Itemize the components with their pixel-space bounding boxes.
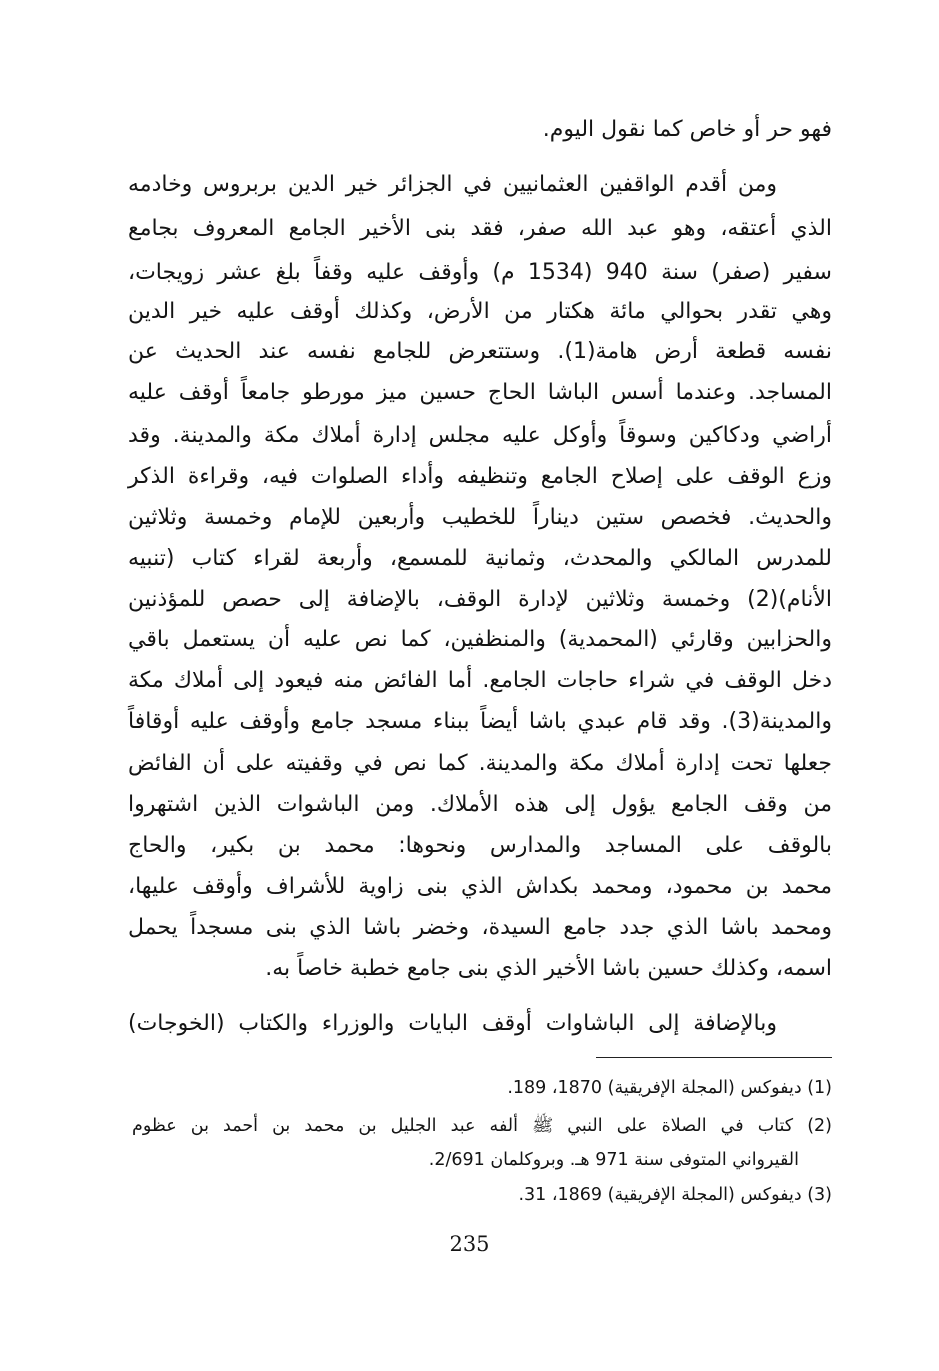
paragraph-line: ومحمد باشا الذي جدد جامع السيدة، وخضر باشا الذي بنى مسجداً يحمل xyxy=(128,915,832,940)
paragraph-line: اسمه، وكذلك حسين باشا الأخير الذي بنى جامع خطبة خاصاً به. xyxy=(265,956,832,981)
footnote-separator xyxy=(596,1057,832,1058)
paragraph-line: وهي تقدر بحوالي مائة هكتار من الأرض، وكذلك أوقف عليه خير الدين xyxy=(128,299,832,324)
paragraph-line: الأنام)(2) وخمسة وثلاثين لإدارة الوقف، بالإضافة إلى حصص للمؤذنين xyxy=(128,587,832,612)
paragraph-line: وبالإضافة إلى الباشاوات أوقف البايات والوزراء والكتاب (الخوجات) xyxy=(128,1011,777,1036)
paragraph-line: من وقف الجامع يؤول إلى هذه الأملاك. ومن الباشوات الذين اشتهروا xyxy=(128,792,832,817)
main-text xyxy=(128,0,832,1040)
footnote-2-continued: القيرواني المتوفى سنة 971 هـ. وبروكلمان 2/691. xyxy=(428,1150,799,1170)
paragraph-line: والحزابين وقارئي (المحمدية) والمنظفين، كما نص عليه أن يستعمل باقي xyxy=(128,627,832,652)
footnote-1: (1) ديفوكس (المجلة الإفريقية) 1870، 189. xyxy=(507,1078,832,1098)
paragraph-line: سفير (صفر) سنة 940 (1534 م) وأوقف عليه وقفاً بلغ عشر زويجات، xyxy=(128,260,832,285)
paragraph-line: المساجد. وعندما أسس الباشا الحاج حسين ميز مورطو جامعاً أوقف عليه xyxy=(128,380,832,405)
paragraph-line: نفسه قطعة أرض هامة(1). وستتعرض للجامع نفسه عند الحديث عن xyxy=(128,339,832,364)
paragraph-line: فهو حر أو خاص كما نقول اليوم. xyxy=(542,117,832,142)
paragraph-line: والحديث. فخصص ستين ديناراً للخطيب وأربعين للإمام وخمسة وثلاثين xyxy=(128,505,832,530)
paragraph-line: ومن أقدم الواقفين العثمانيين في الجزائر خير الدين بربروس وخادمه xyxy=(128,172,777,197)
paragraph-line: للمدرس المالكي والمحدث، وثمانية للمسمع، وأربعة لقراء كتاب (تنبيه xyxy=(128,546,832,571)
paragraph-line: دخل الوقف في شراء حاجات الجامع. أما الفائض منه فيعود إلى أملاك مكة xyxy=(128,668,832,693)
paragraph-line: وزع الوقف على إصلاح الجامع وتنظيفه وأداء الصلوات فيه، وقراءة الذكر xyxy=(128,464,832,489)
paragraph-line: والمدينة(3). وقد قام عبدي باشا أيضاً ببناء مسجد جامع وأوقف عليه أوقافاً xyxy=(128,709,832,734)
paragraph-line: أراضي ودكاكين وسوقاً وأوكل عليه مجلس إدارة أملاك مكة والمدينة. وقد xyxy=(128,423,832,448)
footnote-3: (3) ديفوكس (المجلة الإفريقية) 1869، 31. xyxy=(518,1185,832,1205)
paragraph-line: الذي أعتقه، وهو عبد الله صفر، فقد بنى الأخير الجامع المعروف بجامع xyxy=(128,216,832,241)
paragraph-line: بالوقف على المساجد والمدارس ونحوها: محمد بن بكير، والحاج xyxy=(128,833,832,858)
footnote-2: (2) كتاب في الصلاة على النبي ﷺ ألفه عبد الجليل بن محمد بن أحمد بن عظوم xyxy=(132,1116,832,1136)
paragraph-line: محمد بن محمود، ومحمد بكداش الذي بنى زاوية للأشراف وأوقف عليها، xyxy=(128,874,832,899)
paragraph-line: جعلها تحت إدارة أملاك مكة والمدينة. كما نص في وقفيته على أن الفائض xyxy=(128,751,832,776)
page-number: 235 xyxy=(449,1232,490,1256)
